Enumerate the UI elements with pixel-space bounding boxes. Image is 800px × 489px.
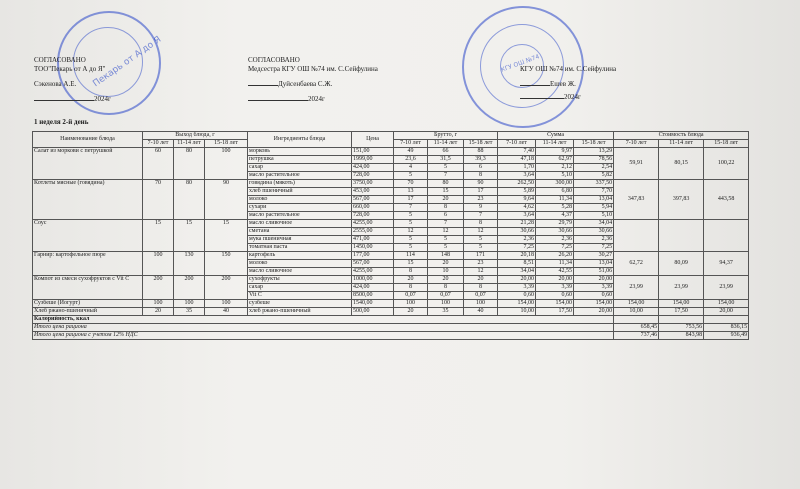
sum-value: 3,39 [574, 284, 614, 292]
totals-label: Итого цена рациона [33, 324, 614, 332]
brutto-value: 12 [428, 228, 464, 236]
brutto-value: 9 [464, 204, 498, 212]
brutto-value: 20 [428, 196, 464, 204]
ingredient-price: 1999,00 [352, 156, 394, 164]
table-row [33, 148, 749, 156]
sum-value: 262,50 [498, 180, 536, 188]
ingredient-name: хлеб ржано-пшеничный [248, 308, 352, 316]
age-header: 15-18 лет [205, 140, 248, 148]
sum-value: 13,04 [574, 260, 614, 268]
col-price: Цена [352, 132, 394, 148]
brutto-value: 12 [394, 228, 428, 236]
sum-value: 11,34 [536, 196, 574, 204]
age-header: 7-10 лет [614, 140, 659, 148]
output-value: 80 [174, 148, 205, 180]
totals-label: Итого цена рациона с учетом 12% НДС [33, 332, 614, 340]
brutto-value: 15 [428, 188, 464, 196]
output-value: 100 [143, 300, 174, 308]
ingredient-name: масло сливочное [248, 268, 352, 276]
cost-value: 62,72 [614, 252, 659, 276]
cost-value: 23,99 [704, 276, 749, 300]
sum-value: 42,55 [536, 268, 574, 276]
output-value: 200 [143, 276, 174, 300]
ingredient-name: картофель [248, 252, 352, 260]
brutto-value: 7 [428, 220, 464, 228]
sum-value: 0,60 [574, 292, 614, 300]
ingredient-price: 660,00 [352, 204, 394, 212]
table-row [33, 252, 749, 260]
cost-value: 443,58 [704, 180, 749, 220]
ingredient-price: 4255,00 [352, 268, 394, 276]
brutto-value: 4 [394, 164, 428, 172]
sum-value: 13,04 [574, 196, 614, 204]
cost-value: 94,37 [704, 252, 749, 276]
brutto-value: 5 [428, 244, 464, 252]
output-value: 200 [205, 276, 248, 300]
sum-value: 17,50 [536, 308, 574, 316]
output-value: 150 [205, 252, 248, 276]
ingredient-name: сухофрукты [248, 276, 352, 284]
approval-year: 2024г [564, 93, 581, 101]
col-dish: Наименование блюда [33, 132, 143, 148]
ingredient-name: хлеб пшеничный [248, 188, 352, 196]
ingredient-name: молоко [248, 260, 352, 268]
sum-value: 3,39 [536, 284, 574, 292]
sum-value: 4,37 [536, 212, 574, 220]
dish-name: Сузбеше (Йогурт) [33, 300, 143, 308]
ingredient-price: 8500,00 [352, 292, 394, 300]
col-ingredients: Ингредиенты блюда [248, 132, 352, 148]
sum-value: 154,00 [498, 300, 536, 308]
ingredient-price: 453,00 [352, 188, 394, 196]
sum-value: 30,66 [574, 228, 614, 236]
sum-value: 5,82 [574, 172, 614, 180]
approval-person: Дуйсенбаева С.Ж. [278, 80, 333, 88]
brutto-value: 7 [394, 204, 428, 212]
totals-value: 737,46 [614, 332, 659, 340]
brutto-value: 20 [394, 308, 428, 316]
sum-value: 20,18 [498, 252, 536, 260]
cost-value: 80,15 [659, 148, 704, 180]
col-output: Выход блюда, г [143, 132, 248, 140]
sum-value: 20,00 [574, 276, 614, 284]
brutto-value: 0,07 [464, 292, 498, 300]
brutto-value: 15 [394, 260, 428, 268]
cost-value: 154,00 [704, 300, 749, 308]
approval-person: Сэкенова А.Е. [34, 80, 77, 88]
menu-table [32, 131, 749, 340]
brutto-value: 10 [428, 268, 464, 276]
brutto-value: 100 [394, 300, 428, 308]
output-value: 35 [174, 308, 205, 316]
cost-value: 20,00 [704, 308, 749, 316]
sum-value: 26,20 [536, 252, 574, 260]
brutto-value: 23 [464, 196, 498, 204]
table-row [33, 308, 749, 316]
output-value: 100 [174, 300, 205, 308]
ingredient-name: масло растительное [248, 172, 352, 180]
sum-value: 2,54 [574, 164, 614, 172]
sum-value: 2,36 [536, 236, 574, 244]
dish-name: Соус [33, 220, 143, 252]
brutto-value: 0,07 [394, 292, 428, 300]
totals-value: 843,98 [659, 332, 704, 340]
approval-right [520, 65, 616, 102]
sum-value: 5,94 [574, 204, 614, 212]
sum-value: 1,70 [498, 164, 536, 172]
ingredient-name: говядина (мякоть) [248, 180, 352, 188]
output-value: 100 [205, 300, 248, 308]
ingredient-price: 424,00 [352, 164, 394, 172]
approval-year: 2024г [94, 95, 111, 103]
sum-value: 30,66 [498, 228, 536, 236]
sum-value: 300,00 [536, 180, 574, 188]
ingredient-name: сметана [248, 228, 352, 236]
ingredient-price: 424,00 [352, 284, 394, 292]
ingredient-price: 151,00 [352, 148, 394, 156]
totals-value [614, 316, 659, 324]
brutto-value: 7 [428, 172, 464, 180]
sum-value: 11,34 [536, 260, 574, 268]
brutto-value: 49 [394, 148, 428, 156]
dish-name: Салат из моркови с петрушкой [33, 148, 143, 180]
age-header: 11-14 лет [536, 140, 574, 148]
col-brutto: Брутто, г [394, 132, 498, 140]
ingredient-price: 567,00 [352, 260, 394, 268]
sum-value: 21,28 [498, 220, 536, 228]
cost-value: 23,99 [614, 276, 659, 300]
sum-value: 5,28 [536, 204, 574, 212]
sum-value: 2,36 [574, 236, 614, 244]
ingredient-price: 1000,00 [352, 276, 394, 284]
col-cost: Стоимость блюда [614, 132, 749, 140]
approval-year: 2024г [308, 95, 325, 103]
brutto-value: 8 [464, 220, 498, 228]
stamp-left: Пекарь от А до Я [57, 11, 161, 115]
sum-value: 62,97 [536, 156, 574, 164]
brutto-value: 114 [394, 252, 428, 260]
ingredient-name: масло растительное [248, 212, 352, 220]
totals-value: 936,49 [704, 332, 749, 340]
output-value: 200 [174, 276, 205, 300]
totals-value: 836,15 [704, 324, 749, 332]
brutto-value: 13 [394, 188, 428, 196]
sum-value: 20,00 [498, 276, 536, 284]
ingredient-name: мука пшеничная [248, 236, 352, 244]
ingredient-name: сузбеше [248, 300, 352, 308]
ingredient-price: 3750,00 [352, 180, 394, 188]
sum-value: 154,00 [574, 300, 614, 308]
brutto-value: 6 [428, 212, 464, 220]
sum-value: 34,04 [498, 268, 536, 276]
table-row [33, 180, 749, 188]
brutto-value: 148 [428, 252, 464, 260]
sum-value: 78,56 [574, 156, 614, 164]
brutto-value: 8 [428, 284, 464, 292]
totals-value [659, 316, 704, 324]
output-value: 90 [205, 180, 248, 220]
age-header: 7-10 лет [498, 140, 536, 148]
ingredient-name: томатная паста [248, 244, 352, 252]
sum-value: 7,25 [574, 244, 614, 252]
brutto-value: 12 [464, 268, 498, 276]
approval-mid [248, 56, 378, 104]
brutto-value: 23,6 [394, 156, 428, 164]
output-value: 15 [174, 220, 205, 252]
ingredient-name: сахар [248, 164, 352, 172]
table-row [33, 300, 749, 308]
cost-value: 80,09 [659, 252, 704, 276]
brutto-value: 8 [428, 204, 464, 212]
totals-value: 753,56 [659, 324, 704, 332]
output-value: 40 [205, 308, 248, 316]
cost-value: 154,00 [659, 300, 704, 308]
age-header: 15-18 лет [464, 140, 498, 148]
ingredient-name: молоко [248, 196, 352, 204]
brutto-value: 31,5 [428, 156, 464, 164]
brutto-value: 7 [464, 212, 498, 220]
sum-value: 20,00 [536, 276, 574, 284]
brutto-value: 5 [394, 244, 428, 252]
brutto-value: 70 [394, 180, 428, 188]
col-sum: Сумма [498, 132, 614, 140]
brutto-value: 90 [464, 180, 498, 188]
sum-value: 29,79 [536, 220, 574, 228]
totals-row [33, 316, 749, 324]
output-value: 100 [143, 252, 174, 276]
brutto-value: 23 [464, 260, 498, 268]
age-header: 15-18 лет [704, 140, 749, 148]
brutto-value: 100 [464, 300, 498, 308]
cost-value: 17,50 [659, 308, 704, 316]
brutto-value: 88 [464, 148, 498, 156]
output-value: 100 [205, 148, 248, 180]
ingredient-name: сахар [248, 284, 352, 292]
sum-value: 0,60 [498, 292, 536, 300]
sum-value: 51,06 [574, 268, 614, 276]
brutto-value: 100 [428, 300, 464, 308]
age-header: 7-10 лет [394, 140, 428, 148]
age-header: 15-18 лет [574, 140, 614, 148]
age-header: 7-10 лет [143, 140, 174, 148]
sum-value: 154,00 [536, 300, 574, 308]
ingredient-name: сухари [248, 204, 352, 212]
cost-value: 154,00 [614, 300, 659, 308]
ingredient-price: 2555,00 [352, 228, 394, 236]
output-value: 80 [174, 180, 205, 220]
sum-value: 10,00 [498, 308, 536, 316]
stamp-right: КГУ ОШ №74 [462, 6, 584, 128]
brutto-value: 5 [428, 164, 464, 172]
brutto-value: 20 [428, 276, 464, 284]
sum-value: 5,10 [574, 212, 614, 220]
cost-value: 59,91 [614, 148, 659, 180]
totals-label: Калорийность, ккал [33, 316, 614, 324]
ingredient-name: Vit C [248, 292, 352, 300]
cost-value: 23,99 [659, 276, 704, 300]
table-row [33, 220, 749, 228]
output-value: 70 [143, 180, 174, 220]
brutto-value: 17 [394, 196, 428, 204]
brutto-value: 80 [428, 180, 464, 188]
sum-value: 2,36 [498, 236, 536, 244]
brutto-value: 0,07 [428, 292, 464, 300]
brutto-value: 5 [394, 172, 428, 180]
cost-value: 347,83 [614, 180, 659, 220]
output-value: 15 [205, 220, 248, 252]
output-value: 20 [143, 308, 174, 316]
ingredient-price: 728,00 [352, 212, 394, 220]
approval-left [34, 56, 111, 104]
cost-value: 10,00 [614, 308, 659, 316]
dish-name: Компот из смеси сухофруктов с Vit C [33, 276, 143, 300]
ingredient-price: 177,00 [352, 252, 394, 260]
cost-value: 100,22 [704, 148, 749, 180]
sum-value: 30,27 [574, 252, 614, 260]
ingredient-price: 4255,00 [352, 220, 394, 228]
approval-title: СОГЛАСОВАНО [248, 56, 300, 64]
brutto-value: 17 [464, 188, 498, 196]
brutto-value: 171 [464, 252, 498, 260]
brutto-value: 5 [464, 244, 498, 252]
sum-value: 3,64 [498, 172, 536, 180]
sum-value: 9,97 [536, 148, 574, 156]
sum-value: 3,39 [498, 284, 536, 292]
output-value: 60 [143, 148, 174, 180]
age-header: 11-14 лет [428, 140, 464, 148]
week-day-subtitle: 1 неделя 2-й день [34, 118, 89, 126]
brutto-value: 5 [394, 236, 428, 244]
ingredient-price: 1450,00 [352, 244, 394, 252]
brutto-value: 5 [428, 236, 464, 244]
brutto-value: 35 [428, 308, 464, 316]
sum-value: 2,12 [536, 164, 574, 172]
brutto-value: 20 [394, 276, 428, 284]
brutto-value: 39,3 [464, 156, 498, 164]
approval-org: ТОО"Пекарь от А до Я" [34, 65, 106, 73]
sum-value: 337,50 [574, 180, 614, 188]
sum-value: 6,80 [536, 188, 574, 196]
brutto-value: 12 [464, 228, 498, 236]
sum-value: 5,89 [498, 188, 536, 196]
brutto-value: 8 [394, 284, 428, 292]
ingredient-price: 1540,00 [352, 300, 394, 308]
table-row [33, 276, 749, 284]
cost-value [704, 220, 749, 252]
dish-name: Хлеб ржано-пшеничный [33, 308, 143, 316]
age-header: 11-14 лет [659, 140, 704, 148]
ingredient-price: 567,00 [352, 196, 394, 204]
sum-value: 7,25 [498, 244, 536, 252]
dish-name: Гарнир: картофельное пюре [33, 252, 143, 276]
sum-value: 4,62 [498, 204, 536, 212]
sum-value: 20,00 [574, 308, 614, 316]
sum-value: 13,29 [574, 148, 614, 156]
cost-value [659, 220, 704, 252]
sum-value: 7,40 [498, 148, 536, 156]
ingredient-price: 500,00 [352, 308, 394, 316]
sum-value: 30,66 [536, 228, 574, 236]
sum-value: 47,18 [498, 156, 536, 164]
brutto-value: 8 [464, 284, 498, 292]
cost-value [614, 220, 659, 252]
brutto-value: 40 [464, 308, 498, 316]
sum-value: 34,04 [574, 220, 614, 228]
brutto-value: 8 [464, 172, 498, 180]
output-value: 15 [143, 220, 174, 252]
brutto-value: 5 [464, 236, 498, 244]
totals-row [33, 332, 749, 340]
ingredient-price: 728,00 [352, 172, 394, 180]
sum-value: 7,70 [574, 188, 614, 196]
brutto-value: 5 [394, 220, 428, 228]
brutto-value: 20 [428, 260, 464, 268]
approval-person: Ешев Ж. [550, 80, 576, 88]
sum-value: 3,64 [498, 212, 536, 220]
ingredient-name: масло сливочное [248, 220, 352, 228]
approval-org: КГУ ОШ №74 им. С.Сейфулина [520, 65, 617, 73]
brutto-value: 66 [428, 148, 464, 156]
brutto-value: 20 [464, 276, 498, 284]
approval-title: СОГЛАСОВАНО [34, 56, 86, 64]
age-header: 11-14 лет [174, 140, 205, 148]
sum-value: 0,60 [536, 292, 574, 300]
cost-value: 397,83 [659, 180, 704, 220]
output-value: 130 [174, 252, 205, 276]
brutto-value: 6 [464, 164, 498, 172]
sum-value: 5,10 [536, 172, 574, 180]
totals-value: 658,45 [614, 324, 659, 332]
totals-row [33, 324, 749, 332]
totals-value [704, 316, 749, 324]
sum-value: 7,25 [536, 244, 574, 252]
approval-org: Медсестра КГУ ОШ №74 им. С.Сейфулина [248, 65, 378, 73]
ingredient-name: петрушка [248, 156, 352, 164]
dish-name: Котлеты мясные (говядина) [33, 180, 143, 220]
sum-value: 9,64 [498, 196, 536, 204]
brutto-value: 8 [394, 268, 428, 276]
brutto-value: 5 [394, 212, 428, 220]
ingredient-name: морковь [248, 148, 352, 156]
ingredient-price: 471,00 [352, 236, 394, 244]
sum-value: 8,51 [498, 260, 536, 268]
